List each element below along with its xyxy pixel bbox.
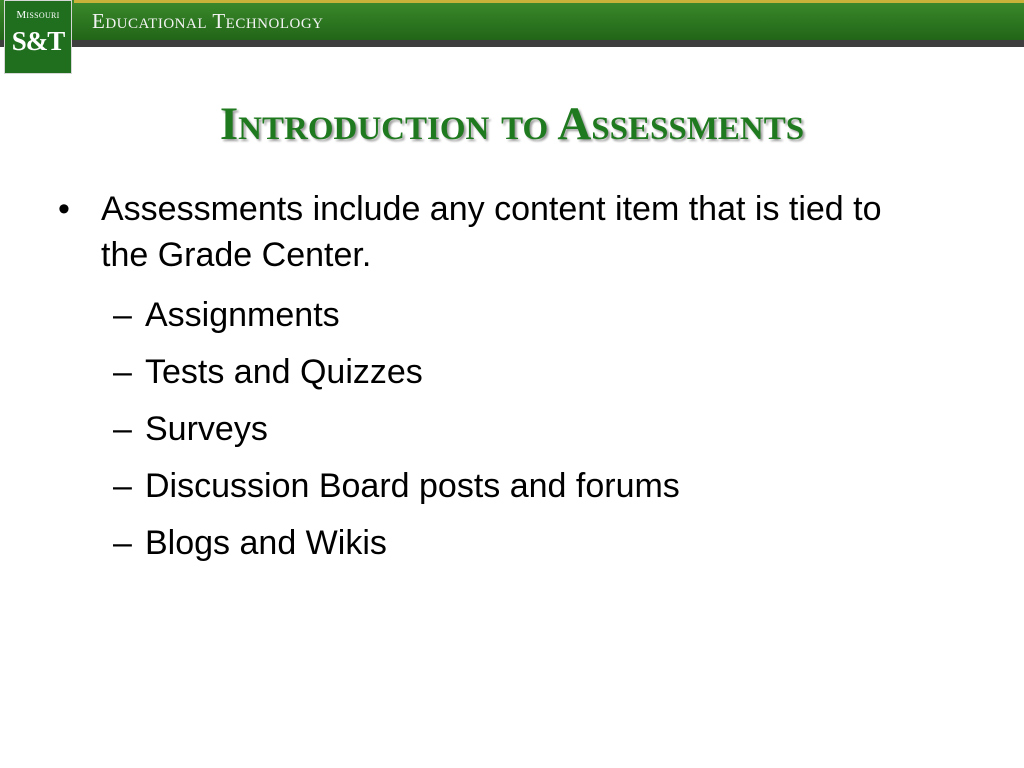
header-title: Educational Technology (92, 9, 324, 33)
dash-icon: – (113, 410, 132, 448)
logo-main-text: S&T (11, 26, 65, 56)
sub-item-text: Tests and Quizzes (145, 353, 423, 391)
sub-item (113, 520, 387, 566)
slide-title: Introduction to Assessments (219, 98, 805, 150)
dash-icon: – (113, 296, 132, 334)
sub-item (113, 463, 680, 509)
logo-top-text: Missouri (16, 9, 60, 21)
sub-item-text: Surveys (145, 410, 268, 448)
main-bullet (58, 186, 958, 278)
bullet-icon: • (58, 190, 70, 228)
sub-item (113, 406, 268, 452)
dash-icon: – (113, 353, 132, 391)
main-bullet-text: Assessments include any content item that is tied to the Grade Center. (101, 190, 882, 274)
sub-item (113, 349, 423, 395)
dash-icon: – (113, 524, 132, 562)
dash-icon: – (113, 467, 132, 505)
sub-item-text: Assignments (145, 296, 340, 334)
sub-item-text: Blogs and Wikis (145, 524, 387, 562)
sub-item (113, 292, 340, 338)
sub-item-text: Discussion Board posts and forums (145, 467, 680, 505)
